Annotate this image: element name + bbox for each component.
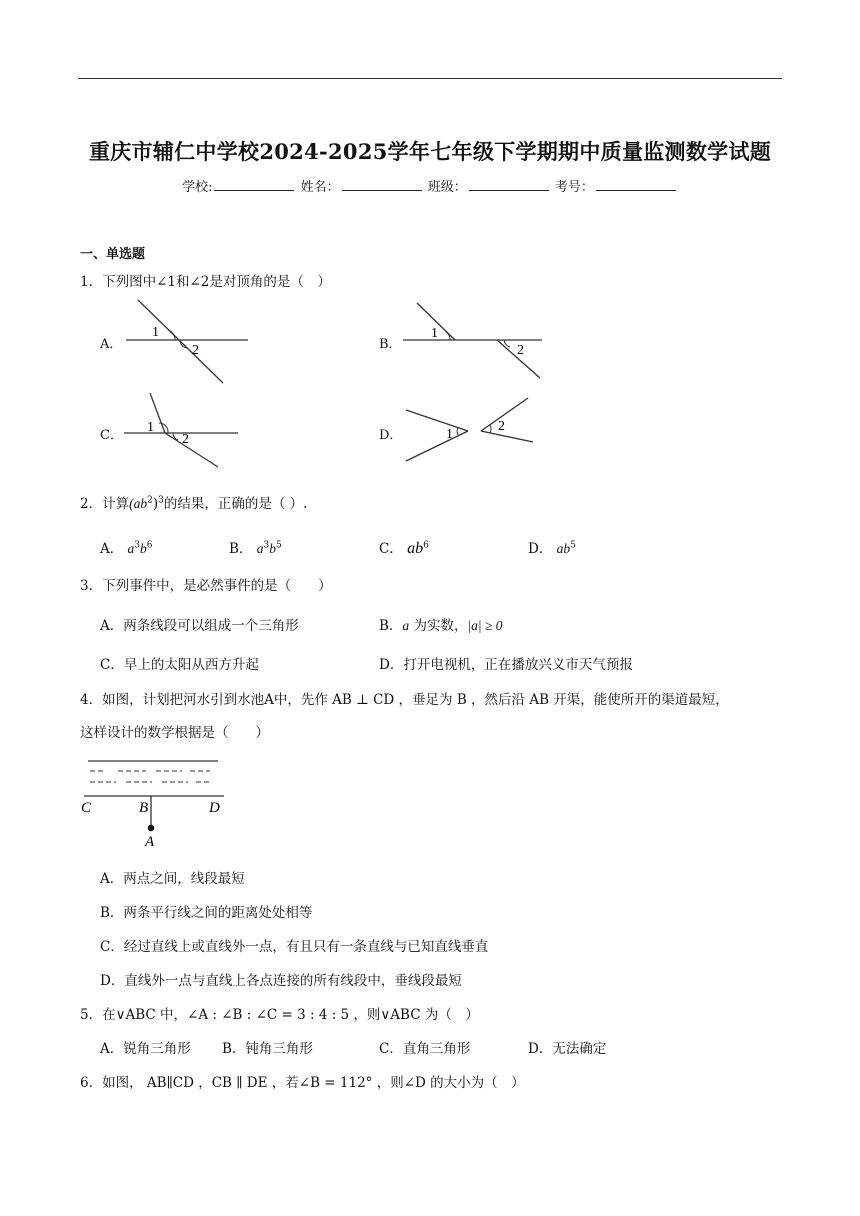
q4-river-figure — [78, 756, 228, 851]
q4-option-a[interactable]: A．两点之间，线段最短 — [100, 871, 245, 887]
q4-option-b[interactable]: B．两条平行线之间的距离处处相等 — [100, 905, 313, 921]
q1-stem: 1．下列图中∠1和∠2是对顶角的是（ ） — [80, 274, 331, 290]
angle-2-label: 2 — [182, 432, 189, 447]
q2-stem: 2．计算$(ab^2)^3$的结果，正确的是（ ）. — [80, 495, 308, 512]
q2-option-d[interactable]: D． $ab^5$ — [528, 540, 576, 557]
q3-option-d[interactable]: D．打开电视机，正在播放兴义市天气预报 — [379, 657, 633, 673]
name-label: 姓名： — [300, 180, 340, 195]
q1-option-b-label: B． — [379, 337, 402, 352]
q4-option-d[interactable]: D．直线外一点与直线上各点连接的所有线段中，垂线段最短 — [100, 973, 462, 989]
school-label: 学校: — [182, 180, 213, 195]
angle-2-label: 2 — [517, 343, 524, 358]
class-blank[interactable] — [469, 179, 549, 191]
q1-figure-d — [400, 394, 540, 466]
top-rule — [78, 78, 782, 79]
angle-2-label: 2 — [192, 343, 199, 358]
angle-2-label: 2 — [498, 419, 505, 434]
q6-stem: 6．如图， AB∥CD ，CB ∥ DE ，若∠B = 112° ，则∠D 的大小为（ ） — [80, 1075, 525, 1091]
q2-option-b[interactable]: B． $a^3b^5$ — [229, 540, 282, 557]
q4-option-c[interactable]: C．经过直线上或直线外一点，有且只有一条直线与已知直线垂直 — [100, 939, 489, 955]
q1-option-c-label: C． — [100, 428, 123, 443]
q3-stem: 3．下列事件中，是必然事件的是（ ） — [80, 578, 332, 594]
class-label: 班级： — [427, 180, 467, 195]
q3-option-c[interactable]: C．早上的太阳从西方升起 — [100, 657, 259, 673]
school-blank[interactable] — [214, 179, 294, 191]
q1-figure-a — [120, 296, 255, 388]
page-title: 重庆市辅仁中学校2024-2025学年七年级下学期期中质量监测数学试题 — [88, 139, 772, 164]
q1-option-d-label: D． — [379, 428, 403, 443]
q5-option-a[interactable]: A．锐角三角形 — [100, 1041, 191, 1057]
point-a-label: A — [145, 834, 155, 850]
q4-stem-line2: 这样设计的数学根据是（ ） — [80, 725, 269, 741]
q4-stem-line1: 4．如图，计划把河水引到水池A中，先作 AB ⊥ CD ，垂足为 B ，然后沿 AB 开渠，能使所开的渠道最短， — [80, 692, 729, 708]
angle-1-label: 1 — [446, 427, 453, 442]
point-b-label: B — [139, 800, 149, 816]
q2-option-c[interactable]: C． $ab^6$ — [379, 540, 429, 557]
q1-figure-b — [400, 296, 545, 384]
student-info-line — [0, 176, 860, 195]
angle-1-label: 1 — [431, 326, 438, 341]
name-blank[interactable] — [342, 179, 422, 191]
q5-option-d[interactable]: D．无法确定 — [528, 1041, 607, 1057]
exam-no-blank[interactable] — [596, 179, 676, 191]
point-c-label: C — [81, 800, 92, 816]
q5-option-b[interactable]: B．钝角三角形 — [222, 1041, 313, 1057]
q3-option-b[interactable]: B．a 为实数，|a| ≥ 0 — [379, 618, 503, 634]
angle-1-label: 1 — [152, 325, 159, 340]
q5-option-c[interactable]: C．直角三角形 — [379, 1041, 471, 1057]
q2-option-a[interactable]: A． $a^3b^6$ — [100, 540, 153, 557]
q1-figure-c — [120, 390, 245, 470]
point-d-label: D — [209, 800, 220, 816]
section-heading: 一、单选题 — [80, 247, 146, 262]
q5-stem: 5．在∨ABC 中，∠A : ∠B : ∠C = 3 : 4 : 5 ，则∨ABC 为（ ） — [80, 1007, 479, 1023]
q3-option-a[interactable]: A．两条线段可以组成一个三角形 — [100, 618, 299, 634]
exam-no-label: 考号： — [554, 180, 594, 195]
q1-option-a-label: A． — [100, 337, 123, 352]
angle-1-label: 1 — [147, 420, 154, 435]
